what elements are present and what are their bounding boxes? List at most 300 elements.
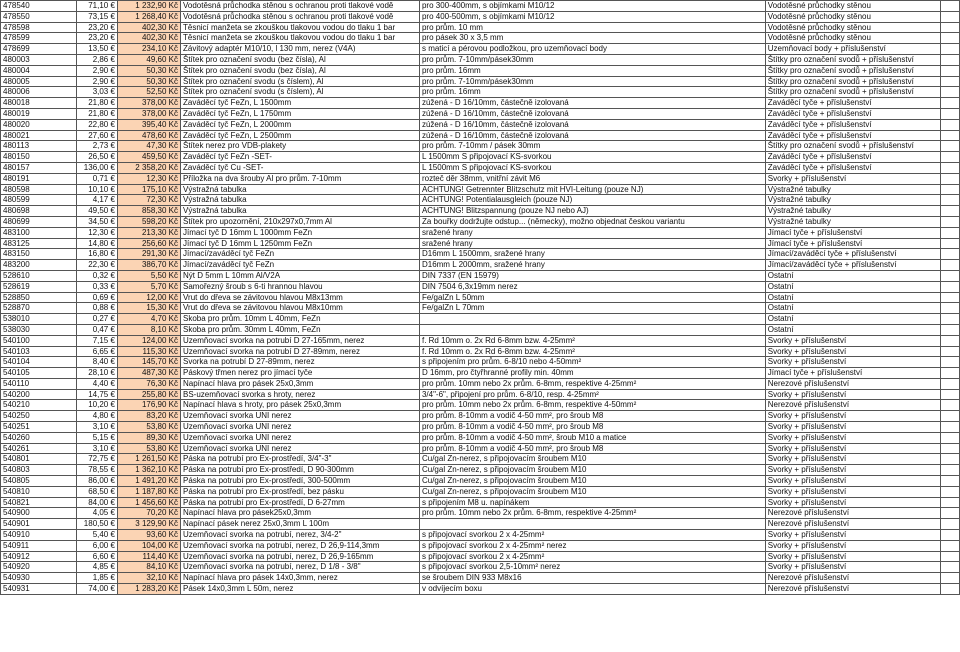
cell-product-detail[interactable]: pro prům. 8-10mm a vodič 4-50 mm², pro šroub M8 [419,422,765,433]
cell-price-czk[interactable]: 256,60 Kč [117,238,180,249]
cell-article-number[interactable]: 478540 [1,1,77,12]
cell-empty[interactable] [940,216,959,227]
cell-article-number[interactable]: 480150 [1,152,77,163]
cell-price-eur[interactable]: 68,50 € [77,486,118,497]
cell-price-eur[interactable]: 3,10 € [77,443,118,454]
cell-price-czk[interactable]: 213,30 Kč [117,227,180,238]
cell-price-czk[interactable]: 378,00 Kč [117,108,180,119]
cell-product-detail[interactable]: L 1500mm S připojovací KS-svorkou [419,162,765,173]
cell-category[interactable]: Výstražné tabulky [765,216,940,227]
cell-category[interactable]: Svorky + příslušenství [765,476,940,487]
cell-price-czk[interactable]: 858,30 Kč [117,206,180,217]
cell-article-number[interactable]: 540930 [1,573,77,584]
cell-product-name[interactable]: Uzemňovací svorka na potrubí, nerez, D 26,9-114,3mm [180,540,419,551]
cell-price-eur[interactable]: 72,75 € [77,454,118,465]
cell-category[interactable]: Ostatní [765,314,940,325]
cell-price-eur[interactable]: 0,88 € [77,303,118,314]
cell-article-number[interactable]: 480005 [1,76,77,87]
cell-category[interactable]: Uzemňovací body + příslušenství [765,44,940,55]
cell-product-name[interactable]: Zaváděcí tyč FeZn, L 1750mm [180,108,419,119]
table-row[interactable] [1,584,960,595]
cell-article-number[interactable]: 540931 [1,584,77,595]
cell-category[interactable]: Svorky + příslušenství [765,551,940,562]
cell-empty[interactable] [940,141,959,152]
cell-empty[interactable] [940,443,959,454]
cell-product-detail[interactable]: pro prům. 10 mm [419,22,765,33]
cell-product-name[interactable]: Štítek pro označení svodu (s číslem), Al [180,76,419,87]
cell-price-eur[interactable]: 73,15 € [77,11,118,22]
cell-price-eur[interactable]: 0,71 € [77,173,118,184]
cell-empty[interactable] [940,303,959,314]
cell-product-name[interactable]: Uzemňovací svorka UNI nerez [180,422,419,433]
cell-product-detail[interactable]: Cu/gal Zn-nerez, s připojovacím šroubem M10 [419,465,765,476]
cell-article-number[interactable]: 480003 [1,54,77,65]
cell-category[interactable]: Svorky + příslušenství [765,443,940,454]
cell-price-czk[interactable]: 386,70 Kč [117,260,180,271]
cell-product-name[interactable]: Samořezný šroub s 6-ti hrannou hlavou [180,281,419,292]
cell-product-name[interactable]: Štítek pro označení svodu (bez čísla), Al [180,54,419,65]
cell-price-eur[interactable]: 34,50 € [77,216,118,227]
cell-product-detail[interactable]: Cu/gal Zn-nerez, s připojovacím šroubem M10 [419,454,765,465]
cell-price-eur[interactable]: 0,69 € [77,292,118,303]
table-row[interactable] [1,508,960,519]
cell-product-detail[interactable]: D 16mm, pro čtyřhranné profily min. 40mm [419,368,765,379]
cell-price-czk[interactable]: 1 261,50 Kč [117,454,180,465]
cell-product-name[interactable]: BS-uzemňovací svorka s hroty, nerez [180,389,419,400]
cell-price-czk[interactable]: 176,90 Kč [117,400,180,411]
cell-price-eur[interactable]: 16,80 € [77,249,118,260]
cell-price-eur[interactable]: 6,60 € [77,551,118,562]
cell-article-number[interactable]: 480021 [1,130,77,141]
cell-article-number[interactable]: 480018 [1,98,77,109]
cell-price-czk[interactable]: 5,70 Kč [117,281,180,292]
cell-product-name[interactable]: Napínací hlava pro pásek 25x0,3mm [180,378,419,389]
cell-price-eur[interactable]: 12,30 € [77,227,118,238]
cell-article-number[interactable]: 540821 [1,497,77,508]
cell-category[interactable]: Svorky + příslušenství [765,497,940,508]
cell-product-name[interactable]: Vrut do dřeva se závitovou hlavou M8x10mm [180,303,419,314]
cell-product-detail[interactable]: DIN 7504 6,3x19mm nerez [419,281,765,292]
table-row[interactable] [1,411,960,422]
table-row[interactable] [1,303,960,314]
cell-category[interactable]: Štítky pro označení svodů + příslušenství [765,76,940,87]
cell-product-detail[interactable]: pro pásek 30 x 3,5 mm [419,33,765,44]
cell-empty[interactable] [940,562,959,573]
cell-product-detail[interactable]: rozteč děr 38mm, vnitřní závit M6 [419,173,765,184]
cell-empty[interactable] [940,281,959,292]
cell-category[interactable]: Svorky + příslušenství [765,486,940,497]
cell-product-name[interactable]: Skoba pro prům. 30mm L 40mm, FeZn [180,324,419,335]
cell-price-czk[interactable]: 50,30 Kč [117,76,180,87]
table-row[interactable] [1,346,960,357]
cell-product-detail[interactable]: pro prům. 8-10mm a vodič 4-50 mm², pro šroub M8 [419,443,765,454]
cell-article-number[interactable]: 480157 [1,162,77,173]
cell-category[interactable]: Vodotěsné průchodky stěnou [765,11,940,22]
cell-product-name[interactable]: Páska na potrubí pro Ex-prostředí, D 90-300mm [180,465,419,476]
cell-product-name[interactable]: Uzemňovací svorka UNI nerez [180,432,419,443]
cell-price-eur[interactable]: 0,47 € [77,324,118,335]
cell-category[interactable]: Výstražné tabulky [765,184,940,195]
cell-empty[interactable] [940,584,959,595]
cell-article-number[interactable]: 480191 [1,173,77,184]
cell-product-detail[interactable]: pro prům. 10mm nebo 2x prům. 6-8mm, respektive 4-50mm² [419,400,765,411]
cell-price-eur[interactable]: 4,05 € [77,508,118,519]
cell-article-number[interactable]: 480599 [1,195,77,206]
table-row[interactable] [1,11,960,22]
cell-category[interactable]: Nerezové příslušenství [765,378,940,389]
cell-category[interactable]: Vodotěsné průchodky stěnou [765,22,940,33]
cell-article-number[interactable]: 540110 [1,378,77,389]
cell-product-name[interactable]: Zaváděcí tyč FeZn, L 2000mm [180,119,419,130]
cell-price-eur[interactable]: 49,50 € [77,206,118,217]
cell-product-name[interactable]: Uzemňovací svorka UNI nerez [180,411,419,422]
cell-article-number[interactable]: 540261 [1,443,77,454]
table-row[interactable] [1,227,960,238]
cell-empty[interactable] [940,184,959,195]
cell-price-eur[interactable]: 84,00 € [77,497,118,508]
cell-price-czk[interactable]: 145,70 Kč [117,357,180,368]
table-row[interactable] [1,357,960,368]
cell-product-name[interactable]: Páska na potrubí pro Ex-prostředí, 3/4"-3" [180,454,419,465]
cell-empty[interactable] [940,108,959,119]
table-row[interactable] [1,476,960,487]
table-row[interactable] [1,65,960,76]
cell-empty[interactable] [940,454,959,465]
cell-category[interactable]: Jímací tyče + příslušenství [765,227,940,238]
cell-article-number[interactable]: 540100 [1,335,77,346]
cell-category[interactable]: Nerezové příslušenství [765,584,940,595]
cell-category[interactable]: Vodotěsné průchodky stěnou [765,1,940,12]
cell-product-detail[interactable]: pro prům. 7-10mm/pásek30mm [419,54,765,65]
cell-price-eur[interactable]: 14,80 € [77,238,118,249]
cell-price-czk[interactable]: 83,20 Kč [117,411,180,422]
table-row[interactable] [1,562,960,573]
cell-empty[interactable] [940,33,959,44]
cell-price-eur[interactable]: 0,33 € [77,281,118,292]
cell-price-eur[interactable]: 2,90 € [77,65,118,76]
cell-product-name[interactable]: Napínací pásek nerez 25x0,3mm L 100m [180,519,419,530]
table-row[interactable] [1,400,960,411]
cell-product-name[interactable]: Svorka na potrubí D 27-89mm, nerez [180,357,419,368]
table-row[interactable] [1,98,960,109]
cell-empty[interactable] [940,249,959,260]
cell-empty[interactable] [940,238,959,249]
cell-price-czk[interactable]: 598,20 Kč [117,216,180,227]
table-row[interactable] [1,108,960,119]
cell-product-name[interactable]: Závitový adaptér M10/10, l 130 mm, nerez (V4A) [180,44,419,55]
cell-product-name[interactable]: Páska na potrubí pro Ex-prostředí, 300-500mm [180,476,419,487]
cell-price-eur[interactable]: 180,50 € [77,519,118,530]
cell-price-czk[interactable]: 402,30 Kč [117,22,180,33]
cell-empty[interactable] [940,292,959,303]
table-row[interactable] [1,573,960,584]
cell-empty[interactable] [940,378,959,389]
cell-category[interactable]: Výstražné tabulky [765,195,940,206]
cell-empty[interactable] [940,551,959,562]
cell-price-czk[interactable]: 84,10 Kč [117,562,180,573]
cell-price-eur[interactable]: 7,15 € [77,335,118,346]
cell-product-name[interactable]: Výstražná tabulka [180,206,419,217]
cell-article-number[interactable]: 480006 [1,87,77,98]
cell-empty[interactable] [940,357,959,368]
cell-category[interactable]: Nerezové příslušenství [765,508,940,519]
cell-price-eur[interactable]: 0,32 € [77,270,118,281]
table-row[interactable] [1,54,960,65]
cell-product-detail[interactable]: 3/4"-6", připojení pro prům. 6-8/10, resp. 4-25mm² [419,389,765,400]
cell-article-number[interactable]: 540801 [1,454,77,465]
cell-product-name[interactable]: Výstražná tabulka [180,184,419,195]
cell-price-czk[interactable]: 1 362,10 Kč [117,465,180,476]
cell-category[interactable]: Jímací/zaváděcí tyče + příslušenství [765,249,940,260]
cell-category[interactable]: Svorky + příslušenství [765,562,940,573]
cell-category[interactable]: Zaváděcí tyče + příslušenství [765,108,940,119]
table-row[interactable] [1,432,960,443]
cell-article-number[interactable]: 540920 [1,562,77,573]
table-row[interactable] [1,249,960,260]
cell-category[interactable]: Svorky + příslušenství [765,432,940,443]
cell-product-name[interactable]: Nýt D 5mm L 10mm Al/V2A [180,270,419,281]
cell-empty[interactable] [940,22,959,33]
cell-product-detail[interactable]: zúžená - D 16/10mm, částečně izolovaná [419,130,765,141]
cell-product-detail[interactable]: Fe/galZn L 70mm [419,303,765,314]
table-row[interactable] [1,260,960,271]
cell-price-czk[interactable]: 255,80 Kč [117,389,180,400]
cell-product-detail[interactable]: v odvíjecím boxu [419,584,765,595]
cell-product-name[interactable]: Napínací hlava s hroty, pro pásek 25x0,3mm [180,400,419,411]
cell-empty[interactable] [940,486,959,497]
cell-price-czk[interactable]: 487,30 Kč [117,368,180,379]
cell-price-czk[interactable]: 8,10 Kč [117,324,180,335]
cell-price-czk[interactable]: 114,40 Kč [117,551,180,562]
cell-product-detail[interactable]: f. Rd 10mm o. 2x Rd 6-8mm bzw. 4-25mm² [419,346,765,357]
cell-empty[interactable] [940,227,959,238]
cell-price-czk[interactable]: 53,80 Kč [117,422,180,433]
cell-category[interactable]: Svorky + příslušenství [765,540,940,551]
cell-category[interactable]: Jímací tyče + příslušenství [765,238,940,249]
cell-product-detail[interactable]: pro prům. 8-10mm a vodič 4-50 mm², pro šroub M8 [419,411,765,422]
cell-price-czk[interactable]: 12,30 Kč [117,173,180,184]
cell-price-czk[interactable]: 12,00 Kč [117,292,180,303]
table-row[interactable] [1,551,960,562]
table-row[interactable] [1,314,960,325]
cell-article-number[interactable]: 538010 [1,314,77,325]
table-row[interactable] [1,119,960,130]
cell-category[interactable]: Zaváděcí tyče + příslušenství [765,162,940,173]
cell-product-detail[interactable]: s připojovací svorkou 2 x 4-25mm² [419,530,765,541]
table-row[interactable] [1,87,960,98]
cell-empty[interactable] [940,465,959,476]
cell-price-eur[interactable]: 74,00 € [77,584,118,595]
cell-price-eur[interactable]: 4,17 € [77,195,118,206]
cell-empty[interactable] [940,162,959,173]
cell-empty[interactable] [940,195,959,206]
cell-empty[interactable] [940,152,959,163]
cell-article-number[interactable]: 528850 [1,292,77,303]
cell-price-eur[interactable]: 78,55 € [77,465,118,476]
cell-product-detail[interactable] [419,314,765,325]
table-row[interactable] [1,152,960,163]
cell-product-name[interactable]: Skoba pro prům. 10mm L 40mm, FeZn [180,314,419,325]
cell-price-czk[interactable]: 93,60 Kč [117,530,180,541]
cell-category[interactable]: Nerezové příslušenství [765,519,940,530]
cell-article-number[interactable]: 540803 [1,465,77,476]
cell-empty[interactable] [940,411,959,422]
cell-product-name[interactable]: Jímací/zaváděcí tyč FeZn [180,260,419,271]
cell-category[interactable]: Ostatní [765,292,940,303]
cell-product-detail[interactable]: s připojovací svorkou 2 x 4-25mm² nerez [419,540,765,551]
cell-category[interactable]: Štítky pro označení svodů + příslušenství [765,141,940,152]
cell-price-czk[interactable]: 49,60 Kč [117,54,180,65]
cell-article-number[interactable]: 540260 [1,432,77,443]
cell-product-name[interactable]: Uzemňovací svorka na potrubí D 27-165mm, nerez [180,335,419,346]
cell-price-czk[interactable]: 3 129,90 Kč [117,519,180,530]
cell-category[interactable]: Zaváděcí tyče + příslušenství [765,119,940,130]
cell-product-detail[interactable]: D16mm L 1500mm, sražené hrany [419,249,765,260]
cell-product-detail[interactable]: pro 400-500mm, s objímkami M10/12 [419,11,765,22]
cell-article-number[interactable]: 540251 [1,422,77,433]
cell-price-czk[interactable]: 104,00 Kč [117,540,180,551]
table-row[interactable] [1,216,960,227]
cell-product-detail[interactable]: pro 300-400mm, s objímkami M10/12 [419,1,765,12]
cell-category[interactable]: Zaváděcí tyče + příslušenství [765,152,940,163]
table-row[interactable] [1,76,960,87]
cell-price-eur[interactable]: 6,65 € [77,346,118,357]
cell-article-number[interactable]: 478699 [1,44,77,55]
cell-product-detail[interactable]: pro prům. 10mm nebo 2x prům. 6-8mm, respektive 4-25mm² [419,378,765,389]
cell-empty[interactable] [940,508,959,519]
cell-empty[interactable] [940,476,959,487]
cell-article-number[interactable]: 480019 [1,108,77,119]
cell-empty[interactable] [940,206,959,217]
cell-empty[interactable] [940,519,959,530]
table-row[interactable] [1,540,960,551]
cell-category[interactable]: Zaváděcí tyče + příslušenství [765,98,940,109]
cell-category[interactable]: Štítky pro označení svodů + příslušenství [765,65,940,76]
cell-article-number[interactable]: 540901 [1,519,77,530]
cell-product-name[interactable]: Zaváděcí tyč FeZn, L 2500mm [180,130,419,141]
cell-price-czk[interactable]: 175,10 Kč [117,184,180,195]
cell-article-number[interactable]: 480004 [1,65,77,76]
cell-article-number[interactable]: 528870 [1,303,77,314]
cell-empty[interactable] [940,11,959,22]
cell-product-name[interactable]: Zaváděcí tyč FeZn, L 1500mm [180,98,419,109]
cell-empty[interactable] [940,65,959,76]
cell-article-number[interactable]: 480020 [1,119,77,130]
table-row[interactable] [1,33,960,44]
table-row[interactable] [1,486,960,497]
cell-category[interactable]: Jímací/zaváděcí tyče + příslušenství [765,260,940,271]
cell-product-name[interactable]: Jímací/zaváděcí tyč FeZn [180,249,419,260]
cell-category[interactable]: Štítky pro označení svodů + příslušenství [765,87,940,98]
cell-product-name[interactable]: Štítek nerez pro VDB-plakety [180,141,419,152]
cell-product-detail[interactable]: pro prům. 10mm nebo 2x prům. 6-8mm, respektive 4-25mm² [419,508,765,519]
table-row[interactable] [1,368,960,379]
cell-article-number[interactable]: 483150 [1,249,77,260]
cell-empty[interactable] [940,389,959,400]
cell-price-eur[interactable]: 2,73 € [77,141,118,152]
table-row[interactable] [1,292,960,303]
cell-price-czk[interactable]: 72,30 Kč [117,195,180,206]
cell-empty[interactable] [940,1,959,12]
cell-price-czk[interactable]: 4,70 Kč [117,314,180,325]
cell-product-name[interactable]: Uzemňovací svorka UNI nerez [180,443,419,454]
cell-article-number[interactable]: 528610 [1,270,77,281]
cell-price-czk[interactable]: 378,00 Kč [117,98,180,109]
cell-category[interactable]: Štítky pro označení svodů + příslušenství [765,54,940,65]
cell-product-name[interactable]: Napínací hlava pro pásek25x0,3mm [180,508,419,519]
table-row[interactable] [1,141,960,152]
cell-product-detail[interactable]: Fe/galZn L 50mm [419,292,765,303]
cell-empty[interactable] [940,119,959,130]
cell-product-detail[interactable]: pro prům. 16mm [419,87,765,98]
cell-article-number[interactable]: 540200 [1,389,77,400]
cell-product-detail[interactable]: D16mm L 2000mm, sražené hrany [419,260,765,271]
cell-product-name[interactable]: Uzemňovací svorka na potrubí, nerez, D 26,9-165mm [180,551,419,562]
cell-price-eur[interactable]: 136,00 € [77,162,118,173]
cell-price-czk[interactable]: 50,30 Kč [117,65,180,76]
cell-price-eur[interactable]: 4,40 € [77,378,118,389]
cell-article-number[interactable]: 540900 [1,508,77,519]
cell-price-eur[interactable]: 5,40 € [77,530,118,541]
cell-category[interactable]: Výstražné tabulky [765,206,940,217]
cell-article-number[interactable]: 480113 [1,141,77,152]
cell-price-czk[interactable]: 70,20 Kč [117,508,180,519]
table-row[interactable] [1,389,960,400]
cell-article-number[interactable]: 540103 [1,346,77,357]
cell-category[interactable]: Svorky + příslušenství [765,465,940,476]
cell-empty[interactable] [940,98,959,109]
cell-price-czk[interactable]: 32,10 Kč [117,573,180,584]
cell-empty[interactable] [940,324,959,335]
cell-article-number[interactable]: 528619 [1,281,77,292]
cell-price-eur[interactable]: 8,40 € [77,357,118,368]
cell-article-number[interactable]: 540912 [1,551,77,562]
cell-product-detail[interactable]: pro prům. 7-10mm / pásek 30mm [419,141,765,152]
table-row[interactable] [1,519,960,530]
cell-price-eur[interactable]: 14,75 € [77,389,118,400]
cell-product-name[interactable]: Štítek pro označení svodu (s číslem), Al [180,87,419,98]
cell-product-name[interactable]: Výstražná tabulka [180,195,419,206]
cell-product-detail[interactable]: s připojením pro prům. 6-8/10 nebo 4-50mm² [419,357,765,368]
cell-empty[interactable] [940,130,959,141]
cell-empty[interactable] [940,540,959,551]
cell-price-czk[interactable]: 47,30 Kč [117,141,180,152]
cell-empty[interactable] [940,54,959,65]
table-row[interactable] [1,324,960,335]
cell-empty[interactable] [940,260,959,271]
cell-price-eur[interactable]: 3,03 € [77,87,118,98]
table-row[interactable] [1,378,960,389]
cell-category[interactable]: Ostatní [765,324,940,335]
table-row[interactable] [1,497,960,508]
cell-price-czk[interactable]: 53,80 Kč [117,443,180,454]
cell-category[interactable]: Vodotěsné průchodky stěnou [765,33,940,44]
table-row[interactable] [1,422,960,433]
cell-price-czk[interactable]: 459,50 Kč [117,152,180,163]
cell-price-eur[interactable]: 28,10 € [77,368,118,379]
cell-price-czk[interactable]: 1 232,90 Kč [117,1,180,12]
cell-product-detail[interactable]: sražené hrany [419,227,765,238]
cell-price-czk[interactable]: 15,30 Kč [117,303,180,314]
cell-category[interactable]: Svorky + příslušenství [765,335,940,346]
cell-category[interactable]: Svorky + příslušenství [765,346,940,357]
cell-article-number[interactable]: 540805 [1,476,77,487]
cell-product-detail[interactable]: sražené hrany [419,238,765,249]
cell-product-detail[interactable]: ACHTUNG! Getrennter Blitzschutz mit HVI-Leitung (pouze NJ) [419,184,765,195]
cell-article-number[interactable]: 483200 [1,260,77,271]
cell-article-number[interactable]: 478598 [1,22,77,33]
cell-product-name[interactable]: Páskový třmen nerez pro jímací tyče [180,368,419,379]
